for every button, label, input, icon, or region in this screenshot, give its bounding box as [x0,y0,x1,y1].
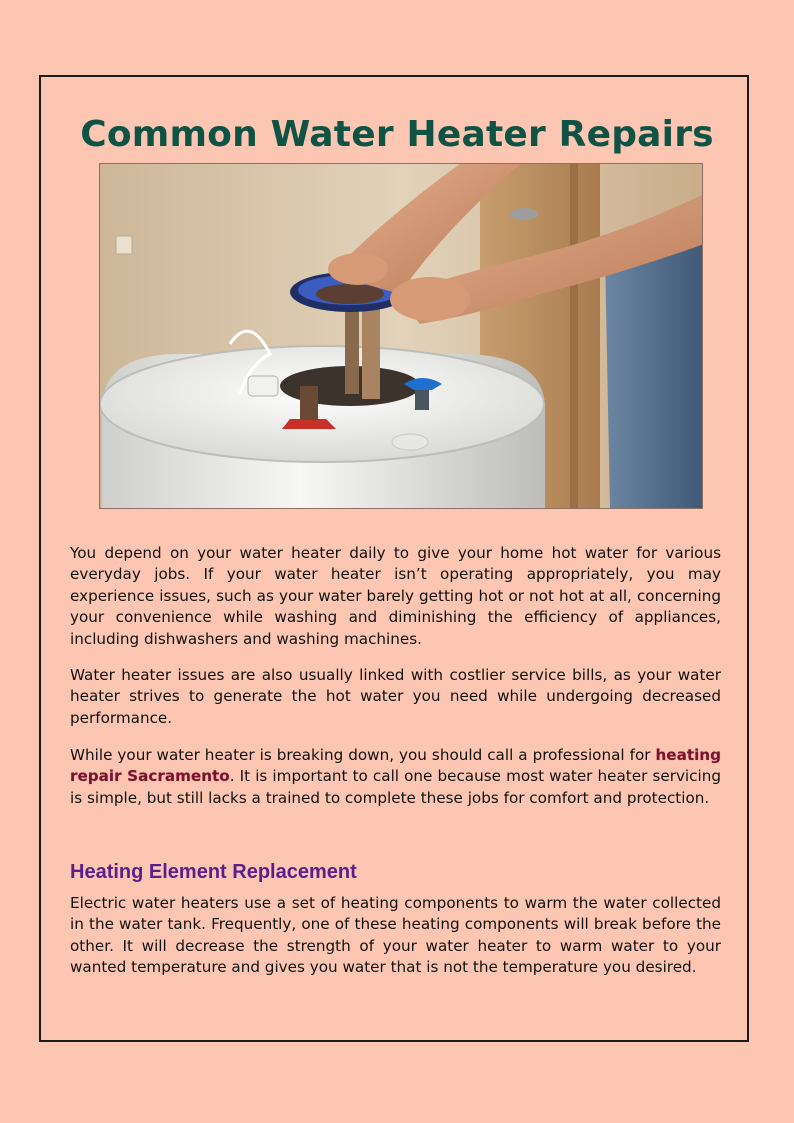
professional-text-before: While your water heater is breaking down, you should call a professional for [70,746,656,764]
page-title: Common Water Heater Repairs [80,114,714,155]
professional-paragraph [70,745,721,809]
cost-paragraph: Water heater issues are also usually linked with costlier service bills, as your water heater strives to generate the hot water you need while undergoing decreased performance. [70,666,721,727]
heating-element-paragraph: Electric water heaters use a set of heating components to warm the water collected in the water tank. Frequently, one of these heating components will break before the other. It will decrease the strength of your water heater to warm water to your wanted temperature and gives you water that is not the temperature you desired. [70,894,721,977]
intro-paragraph: You depend on your water heater daily to give your home hot water for various everyday jobs. If your water heater isn’t operating appropriately, you may experience issues, such as your water barely getting hot or not hot at all, concerning your convenience while washing and diminishing the efficiency of appliances, including dishwashers and washing machines. [70,544,721,648]
professional-text-after: . It is important to call one because most water heater servicing is simple, but still lacks a trained to complete these jobs for comfort and protection. [70,767,721,807]
section-heading: Heating Element Replacement [70,861,357,883]
water-heater-repair-photo [99,163,703,509]
heating-repair-link[interactable]: heating repair Sacramento [70,746,721,786]
